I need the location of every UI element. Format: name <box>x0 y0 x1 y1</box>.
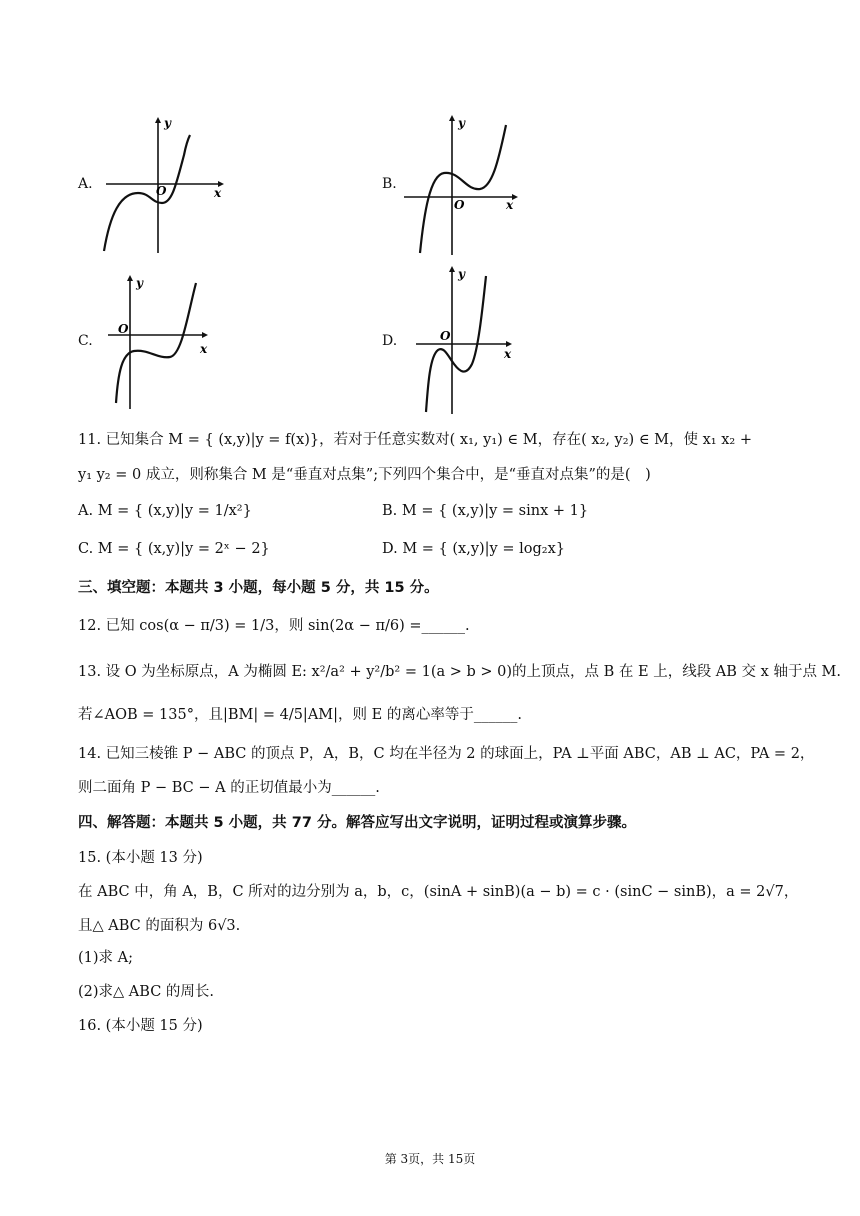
graph-b-y-label: y <box>458 116 465 130</box>
section-4-heading: 四、解答题：本题共 5 小题，共 77 分。解答应写出文字说明，证明过程或演算步骤。 <box>78 815 636 831</box>
q15-part-1: (1)求 A; <box>78 950 134 966</box>
q15-line-1: 在 ABC 中，角 A，B，C 所对的边分别为 a，b，c，(sinA + sinB)(a − b) = c · (sinC − sinB)，a = 2√7， <box>78 884 799 900</box>
option-a-label: A. <box>78 176 93 192</box>
option-d-label: D. <box>382 333 398 349</box>
graph-d-origin-label: O <box>440 329 451 343</box>
q11-option-a: A. M = { (x,y)|y = 1/x²} <box>78 503 252 519</box>
graph-a-x-label: x <box>214 186 222 200</box>
q15-heading: 15. (本小题 13 分) <box>78 850 203 866</box>
graph-d <box>412 264 522 416</box>
graph-c-x-label: x <box>200 342 208 356</box>
page-footer: 第 3页，共 15页 <box>384 1152 476 1166</box>
q15-part-2: (2)求△ ABC 的周长. <box>78 984 215 1000</box>
graph-c-origin-label: O <box>118 322 129 336</box>
graph-d-y-label: y <box>458 267 465 281</box>
q11-option-d: D. M = { (x,y)|y = log₂x} <box>382 541 565 557</box>
q15-line-2: 且△ ABC 的面积为 6√3. <box>78 918 241 934</box>
graph-b-origin-label: O <box>454 198 465 212</box>
q14-line-1: 14. 已知三棱锥 P − ABC 的顶点 P，A，B，C 均在半径为 2 的球面上，PA ⊥平面 ABC，AB ⊥ AC，PA = 2， <box>78 746 815 762</box>
graph-a-y-label: y <box>164 116 171 130</box>
graph-a <box>98 115 228 255</box>
q16-heading: 16. (本小题 15 分) <box>78 1018 203 1034</box>
q11-line-2: y₁ y₂ = 0 成立，则称集合 M 是“垂直对点集”;下列四个集合中，是“垂直对点集”的是( ) <box>78 467 651 483</box>
option-c-label: C. <box>78 333 93 349</box>
q13-line-1: 13. 设 O 为坐标原点，A 为椭圆 E: x²/a² + y²/b² = 1(a > b > 0)的上顶点，点 B 在 E 上，线段 AB 交 x 轴于点 M. <box>78 664 842 680</box>
q14-line-2: 则二面角 P − BC − A 的正切值最小为______. <box>78 780 380 796</box>
graph-a-origin-label: O <box>156 184 167 198</box>
q12-text: 12. 已知 cos(α − π/3) = 1/3，则 sin(2α − π/6) =______. <box>78 618 470 634</box>
q11-option-b: B. M = { (x,y)|y = sinx + 1} <box>382 503 589 519</box>
q11-line-1: 11. 已知集合 M = { (x,y)|y = f(x)}，若对于任意实数对( x₁, y₁) ∈ M，存在( x₂, y₂) ∈ M，使 x₁ x₂ + <box>78 432 752 448</box>
graph-d-x-label: x <box>504 347 512 361</box>
option-b-label: B. <box>382 176 397 192</box>
q11-option-c: C. M = { (x,y)|y = 2ˣ − 2} <box>78 541 270 557</box>
section-3-heading: 三、填空题：本题共 3 小题，每小题 5 分，共 15 分。 <box>78 580 439 596</box>
graph-c <box>102 273 222 413</box>
graph-b <box>400 113 530 258</box>
q13-line-2: 若∠AOB = 135°，且|BM| = 4/5|AM|，则 E 的离心率等于______. <box>78 707 522 723</box>
graph-b-x-label: x <box>506 198 514 212</box>
graph-c-y-label: y <box>136 276 143 290</box>
